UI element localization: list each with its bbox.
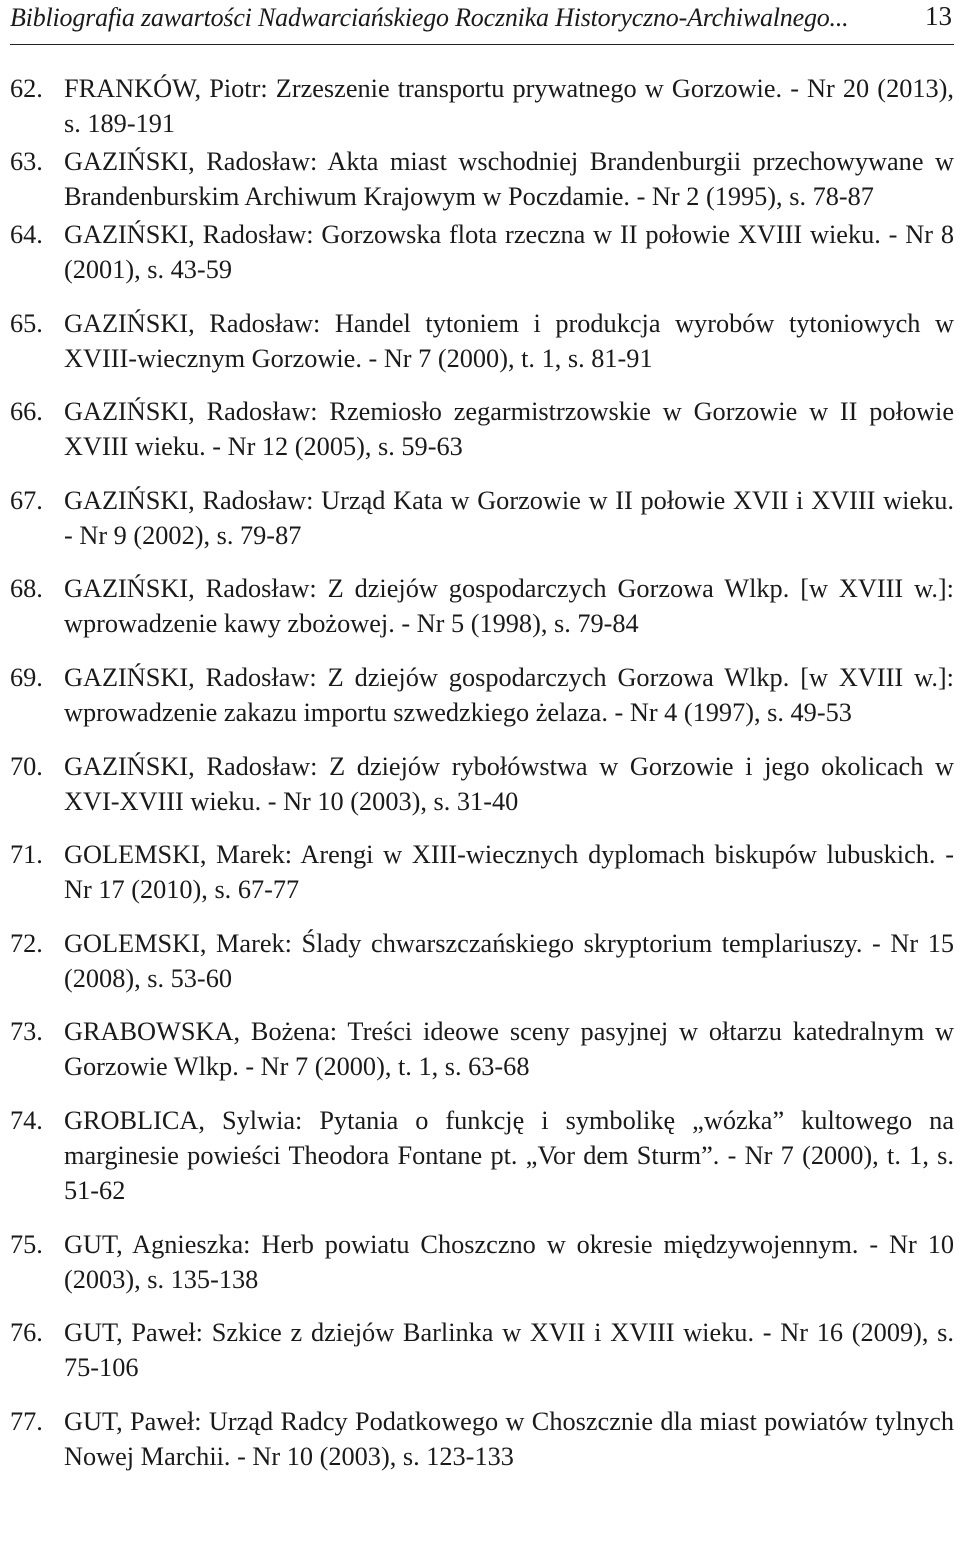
entry-number: 69.: [10, 662, 43, 692]
entry-number: 73.: [10, 1017, 43, 1047]
entry-number: 68.: [10, 574, 43, 604]
entry-number: 63.: [10, 147, 43, 176]
bibliography-entry: [10, 306, 954, 376]
bibliography-entry: [10, 837, 954, 907]
entry-text: GAZIŃSKI, Radosław: Akta miast wschodniej Brandenburgii przechowywane w Brandenburskim Archiwum Krajowym w Poczdamie. - Nr 2 (1995), s. 78-87: [64, 147, 954, 211]
bibliography-entry: [10, 749, 954, 819]
entry-text: GAZIŃSKI, Radosław: Rzemiosło zegarmistrzowskie w Gorzowie w II połowie XVIII wieku. - Nr 12 (2005), s. 59-63: [64, 397, 954, 462]
entry-number: 67.: [10, 485, 43, 515]
bibliography-list: [10, 71, 954, 1492]
entry-text: GOLEMSKI, Marek: Arengi w XIII-wiecznych dyplomach biskupów lubuskich. - Nr 17 (2010), s. 67-77: [64, 840, 954, 905]
entry-text: GAZIŃSKI, Radosław: Handel tytoniem i produkcja wyrobów tytoniowych w XVIII-wiecznym Gorzowie. - Nr 7 (2000), t. 1, s. 81-91: [64, 308, 954, 373]
entry-text: GAZIŃSKI, Radosław: Z dziejów gospodarczych Gorzowa Wlkp. [w XVIII w.]: wprowadzenie zakazu importu szwedzkiego żelaza. - Nr 4 (1997), s. 49-53: [64, 662, 954, 727]
entry-number: 65.: [10, 308, 43, 338]
bibliography-entry: [10, 926, 954, 996]
entry-number: 64.: [10, 220, 43, 249]
bibliography-entry: [10, 660, 954, 730]
entry-text: GRABOWSKA, Bożena: Treści ideowe sceny pasyjnej w ołtarzu katedralnym w Gorzowie Wlkp. - Nr 7 (2000), t. 1, s. 63-68: [64, 1017, 954, 1082]
entry-text: GUT, Paweł: Szkice z dziejów Barlinka w XVII i XVIII wieku. - Nr 16 (2009), s. 75-106: [64, 1318, 954, 1383]
bibliography-entry: [10, 1014, 954, 1084]
entry-text: GUT, Paweł: Urząd Radcy Podatkowego w Choszcznie dla miast powiatów tylnych Nowej Marchii. - Nr 10 (2003), s. 123-133: [64, 1406, 954, 1471]
bibliography-entry: [10, 144, 954, 214]
entry-number: 71.: [10, 840, 43, 870]
bibliography-entry: [10, 394, 954, 464]
bibliography-entry: [10, 217, 954, 287]
entry-text: GAZIŃSKI, Radosław: Z dziejów rybołówstwa w Gorzowie i jego okolicach w XVI-XVIII wieku. - Nr 10 (2003), s. 31-40: [64, 751, 954, 816]
entry-number: 75.: [10, 1229, 43, 1259]
entry-number: 74.: [10, 1105, 43, 1135]
bibliography-entry: [10, 1227, 954, 1297]
entry-text: GROBLICA, Sylwia: Pytania o funkcję i symbolikę „wózka” kultowego na marginesie powieści Theodora Fontane pt. „Vor dem Sturm”. - Nr 7 (2000), t. 1, s. 51-62: [64, 1105, 954, 1205]
entry-text: GOLEMSKI, Marek: Ślady chwarszczańskiego skryptorium templariuszy. - Nr 15 (2008), s. 53-60: [64, 928, 954, 993]
entry-text: GUT, Agnieszka: Herb powiatu Choszczno w okresie międzywojennym. - Nr 10 (2003), s. 135-138: [64, 1229, 954, 1294]
page-number: 13: [925, 1, 952, 31]
bibliography-entry: [10, 1404, 954, 1474]
entry-number: 76.: [10, 1318, 43, 1348]
page-header: [10, 0, 954, 45]
entry-number: 66.: [10, 397, 43, 427]
running-header-title: Bibliografia zawartości Nadwarciańskiego Rocznika Historyczno-Archiwalnego...: [10, 3, 849, 32]
entry-number: 77.: [10, 1406, 43, 1436]
bibliography-entry: [10, 1315, 954, 1385]
entry-number: 70.: [10, 751, 43, 781]
bibliography-entry: [10, 1103, 954, 1208]
entry-number: 72.: [10, 928, 43, 958]
entry-text: GAZIŃSKI, Radosław: Gorzowska flota rzeczna w II połowie XVIII wieku. - Nr 8 (2001), s. 43-59: [64, 220, 954, 284]
bibliography-entry: [10, 571, 954, 641]
bibliography-entry: [10, 483, 954, 553]
entry-text: FRANKÓW, Piotr: Zrzeszenie transportu prywatnego w Gorzowie. - Nr 20 (2013), s. 189-191: [64, 74, 954, 138]
entry-number: 62.: [10, 74, 43, 103]
bibliography-entry: [10, 71, 954, 141]
entry-text: GAZIŃSKI, Radosław: Urząd Kata w Gorzowie w II połowie XVII i XVIII wieku. - Nr 9 (2002), s. 79-87: [64, 485, 954, 550]
entry-text: GAZIŃSKI, Radosław: Z dziejów gospodarczych Gorzowa Wlkp. [w XVIII w.]: wprowadzenie kawy zbożowej. - Nr 5 (1998), s. 79-84: [64, 574, 954, 639]
